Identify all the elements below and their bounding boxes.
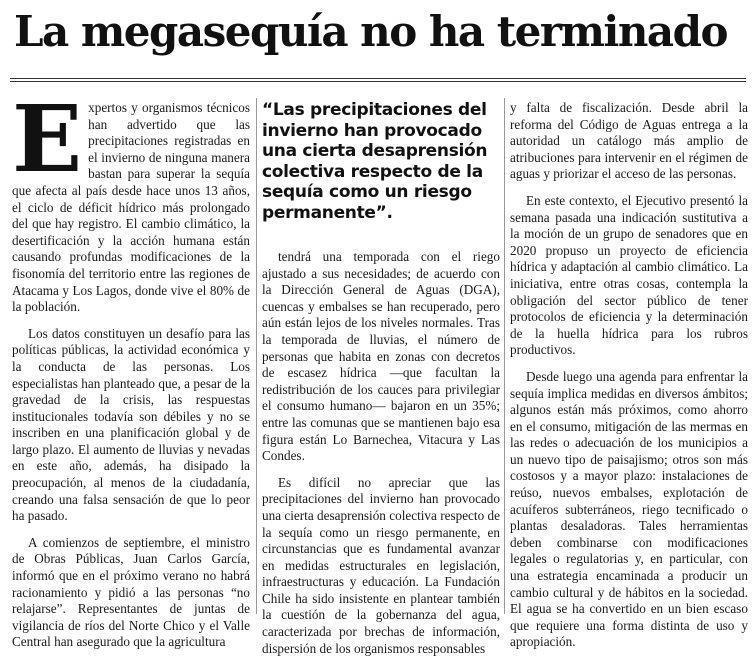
paragraph: A comienzos de septiembre, el ministro de Obras Públicas, Juan Carlos García, informó que en el próximo verano no habrá racionamiento y pidió a las personas “no relajarse”. Representantes de juntas de vigilancia de ríos del Norte Chico y el Valle Central han asegurado que la agricultura (12, 534, 250, 650)
column-3 (510, 100, 748, 651)
paragraph: y falta de fiscalización. Desde abril la reforma del Código de Aguas entrega a la autoridad un catálogo más amplio de atribuciones para intervenir en el régimen de aguas y priorizar el acceso de las personas. (510, 100, 748, 182)
paragraph: Expertos y organismos técnicos han advertido que las precipitaciones registradas en el invierno de ninguna manera bastan para superar la sequía que afecta al país desde hace unos 13 años, el ciclo de déficit hídrico más prolongado del que hay registro. El cambio climático, la desertificación y la acción humana están causando profundas modificaciones de la fisonomía del territorio entre las regiones de Atacama y Los Lagos, donde vive el 80% de la población. (12, 85, 250, 315)
paragraph: tendrá una temporada con el riego ajustado a sus necesidades; de acuerdo con la Dirección General de Aguas (DGA), cuencas y embalses se han recuperado, pero aún están lejos de los niveles normales. Tras la temporada de lluvias, el número de personas que habita en zonas con decretos de escasez hídrica —que facultan la redistribución de los cauces para privilegiar el consumo humano— bajaron en un 35%; entre las comunas que se mantienen bajo esa figura están Lo Barnechea, Vitacura y Las Condes. (262, 249, 500, 464)
column-1 (12, 85, 250, 651)
drop-cap: E (12, 85, 83, 193)
headline-rule-thin (10, 81, 746, 82)
paragraph: Desde luego una agenda para enfrentar la sequía implica medidas en diversos ámbitos; algunos están más próximos, como ahorro en el consumo, mitigación de las mermas en las redes o adecuación de los municipios a un nuevo tipo de paisajismo; otros son más costosos y a mayor plazo: instalaciones de reúso, nuevos embalses, explotación de acuíferos subterráneos, riego tecnificado o plantas desaladoras. Tales herramientas deben combinarse con modificaciones legales o regulatorias y, en particular, con una estrategia encaminada a producir un cambio cultural y de hábitos en la sociedad. El agua se ha convertido en un bien escaso que requiere una forma distinta de uso y apropiación. (510, 368, 748, 650)
paragraph: Es difícil no apreciar que las precipitaciones del invierno han provocado una cierta desaprensión colectiva respecto de la sequía como un riesgo permanente, en circunstancias que es fundamental avanzar en medidas estructurales en legislación, infraestructuras y educación. La Fundación Chile ha sido insistente en plantear también la cuestión de la gobernanza del agua, caracterizada por brechas de información, dispersión de los organismos responsables (262, 474, 500, 656)
paragraph: En este contexto, el Ejecutivo presentó la semana pasada una indicación sustitutiva a la moción de un grupo de senadores que en 2020 propuso un proyecto de eficiencia hídrica y adaptación al cambio climático. La iniciativa, entre otras cosas, contempla la obligación del sector público de tener protocolos de eficiencia y la determinación de la huella hídrica para los rubros productivos. (510, 192, 748, 358)
column-2 (262, 100, 500, 657)
pull-quote: “Las precipitaciones del invierno han provocado una cierta desaprensión colectiva respecto de la sequía como un riesgo permanente”. (262, 100, 488, 223)
column-divider (256, 98, 257, 614)
headline-rule (10, 78, 746, 79)
column-divider (504, 98, 505, 614)
headline: La megasequía no ha terminado (14, 7, 727, 56)
paragraph: Los datos constituyen un desafío para las políticas públicas, la actividad económica y la conducta de las personas. Los especialistas han planteado que, a pesar de la gravedad de la crisis, las respuestas institucionales todavía son débiles y no se inscriben en una planificación global y de largo plazo. El aumento de lluvias y nevadas en este año, además, ha disipado la preocupación, al menos de la ciudadanía, creando una falsa sensación de que lo peor ha pasado. (12, 325, 250, 524)
